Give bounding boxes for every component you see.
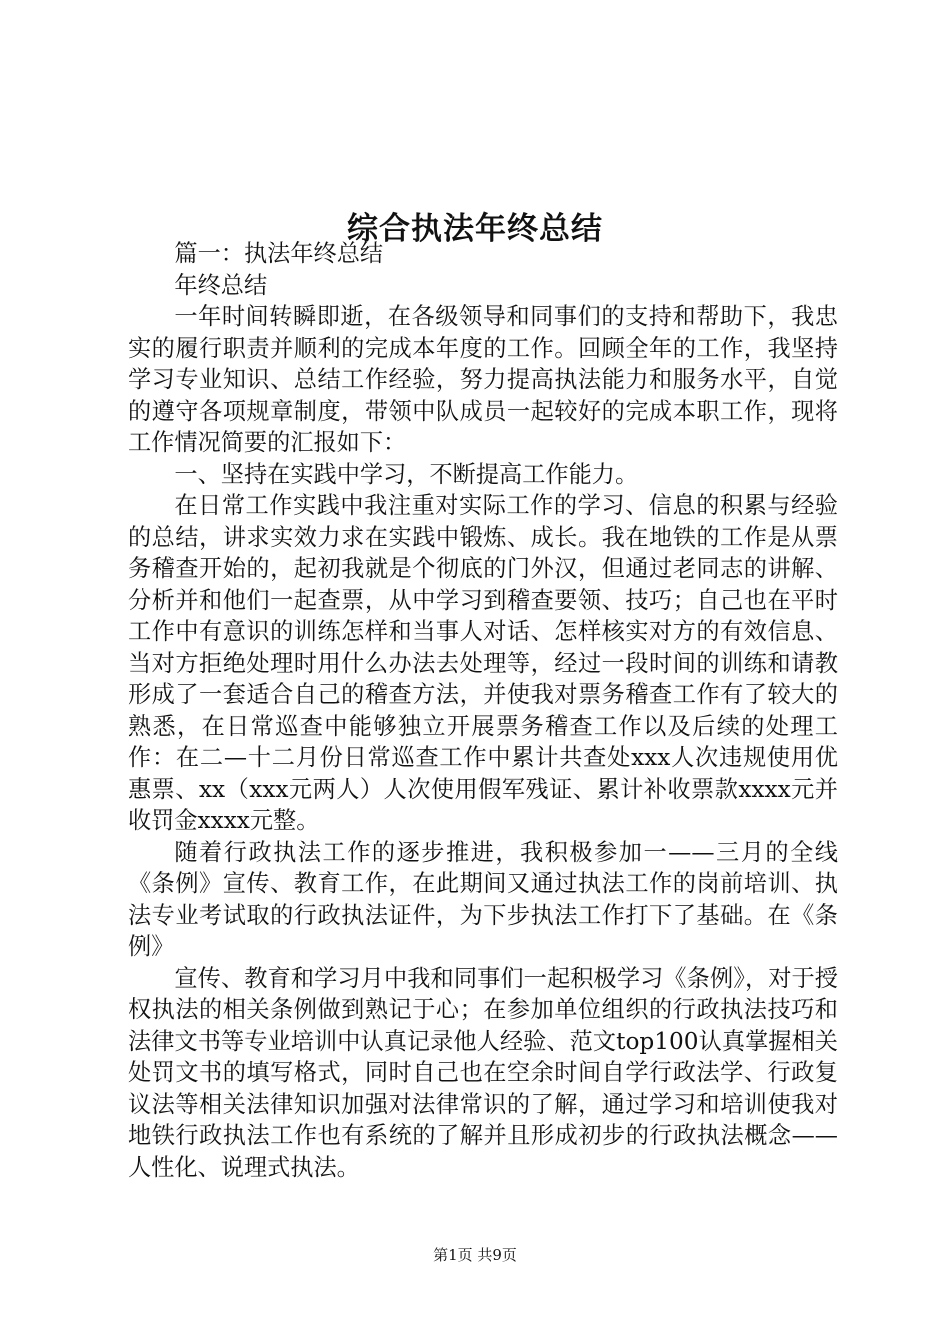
paragraph-practice: 在日常工作实践中我注重对实际工作的学习、信息的积累与经验的总结，讲求实效力求在实践中锻炼、成长。我在地铁的工作是从票务稽查开始的，起初我就是个彻底的门外汉，但通过老同志的讲解、分析并和他们一起查票，从中学习到稽查要领、技巧；自己也在平时工作中有意识的训练怎样和当事人对话、怎样核实对方的有效信息、当对方拒绝处理时用什么办法去处理等，经过一段时间的训练和请教形成了一套适合自己的稽查方法，并使我对票务稽查工作有了较大的熟悉，在日常巡查中能够独立开展票务稽查工作以及后续的处理工作：在二—十二月份日常巡查工作中累计共查处xxx人次违规使用优惠票、xx（xxx元两人）人次使用假军残证、累计补收票款xxxx元并收罚金xxxx元整。 (128, 492, 838, 834)
paragraph-regulation: 随着行政执法工作的逐步推进，我积极参加一——三月的全线《条例》宣传、教育工作，在此期间又通过执法工作的岗前培训、执法专业考试取的行政执法证件，为下步执法工作打下了基础。在《条例》 (128, 838, 838, 960)
paragraph-intro: 一年时间转瞬即逝，在各级领导和同事们的支持和帮助下，我忠实的履行职责并顺利的完成本年度的工作。回顾全年的工作，我坚持学习专业知识、总结工作经验，努力提高执法能力和服务水平，自觉的遵守各项规章制度，带领中队成员一起较好的完成本职工作，现将工作情况简要的汇报如下： (128, 303, 838, 456)
subsection-heading: 年终总结 (174, 271, 268, 299)
document-body (128, 238, 838, 1183)
page-indicator: 第1页 共9页 (433, 1246, 517, 1264)
point-heading: 一、坚持在实践中学习，不断提高工作能力。 (174, 460, 639, 488)
document-title: 综合执法年终总结 (347, 210, 603, 247)
section-heading: 篇一：执法年终总结 (174, 240, 384, 267)
paragraph-training: 宣传、教育和学习月中我和同事们一起积极学习《条例》，对于授权执法的相关条例做到熟记于心；在参加单位组织的行政执法技巧和法律文书等专业培训中认真记录他人经验、范文top100认真掌握相关处罚文书的填写格式，同时自己也在空余时间自学行政法学、行政复议法等相关法律知识加强对法律常识的了解，通过学习和培训使我对地铁行政执法工作也有系统的了解并且形成初步的行政执法概念——人性化、说理式执法。 (128, 964, 838, 1181)
